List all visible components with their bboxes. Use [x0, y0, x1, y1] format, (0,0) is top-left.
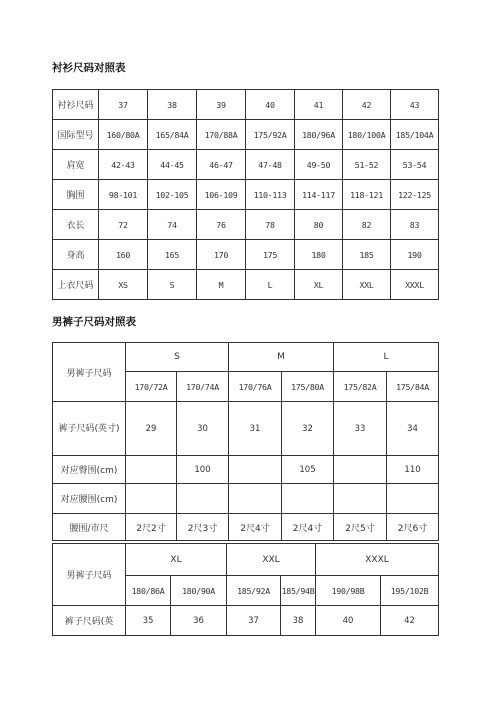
shirt-table-title: 衬衫尺码对照表 — [52, 62, 126, 74]
pants-model-cell: 175/84A — [387, 372, 439, 402]
pants-hip-value-1: 100 — [177, 456, 229, 484]
pants2-header-label: 男裤子尺码 — [53, 544, 126, 606]
shirt-row-label: 肩宽 — [53, 150, 99, 180]
shirt-cell: 82 — [343, 210, 391, 240]
pants-waist-cm-label: 对应腰围(cm) — [53, 484, 126, 514]
shirt-cell: 42 — [343, 90, 391, 120]
shirt-cell: XL — [295, 270, 343, 300]
shirt-cell: 110-113 — [246, 180, 295, 210]
pants-inch-cell: 34 — [387, 402, 439, 456]
shirt-cell: 47-48 — [246, 150, 295, 180]
pants2-inch-cell: 40 — [316, 606, 381, 636]
shirt-cell: 44-45 — [148, 150, 197, 180]
shirt-cell: 180/96A — [295, 120, 343, 150]
pants2-inch-label: 裤子尺码(英 — [53, 606, 126, 636]
shirt-cell: 37 — [99, 90, 148, 120]
shirt-cell: 165 — [148, 240, 197, 270]
pants-group-l: L — [334, 343, 439, 372]
pants2-model-cell: 195/102B — [381, 576, 439, 606]
shirt-cell: 80 — [295, 210, 343, 240]
shirt-row-label: 胸围 — [53, 180, 99, 210]
pants-model-cell: 175/80A — [282, 372, 334, 402]
pants-waist-cm-cell — [334, 484, 387, 514]
pants-inch-cell: 29 — [126, 402, 177, 456]
shirt-cell: 102-105 — [148, 180, 197, 210]
shirt-row-label: 上衣尺码 — [53, 270, 99, 300]
shirt-cell: 160 — [99, 240, 148, 270]
pants-size-table-1 — [52, 342, 439, 541]
pants-waist-cm-cell — [387, 484, 439, 514]
pants-hip-value-3: 110 — [387, 456, 439, 484]
pants-inch-label: 裤子尺码(英寸) — [53, 402, 126, 456]
pants2-inch-cell: 36 — [171, 606, 227, 636]
pants-model-cell: 170/74A — [177, 372, 229, 402]
shirt-cell: 42-43 — [99, 150, 148, 180]
pants-inch-cell: 30 — [177, 402, 229, 456]
shirt-cell: 185 — [343, 240, 391, 270]
shirt-cell: 165/84A — [148, 120, 197, 150]
shirt-cell: 76 — [197, 210, 246, 240]
shirt-cell: 74 — [148, 210, 197, 240]
pants-model-cell: 170/76A — [229, 372, 282, 402]
shirt-cell: 160/80A — [99, 120, 148, 150]
shirt-cell: 78 — [246, 210, 295, 240]
pants-table-title: 男裤子尺码对照表 — [52, 316, 136, 328]
shirt-size-table — [52, 89, 439, 300]
pants2-group-xl: XL — [126, 544, 227, 576]
pants-shichi-cell: 2尺6寸 — [387, 514, 439, 541]
pants-inch-cell: 31 — [229, 402, 282, 456]
shirt-cell: 41 — [295, 90, 343, 120]
shirt-cell: 46-47 — [197, 150, 246, 180]
shirt-cell: 83 — [391, 210, 439, 240]
pants2-inch-cell: 38 — [281, 606, 316, 636]
pants-shichi-cell: 2尺5寸 — [334, 514, 387, 541]
pants-shichi-cell: 2尺4寸 — [229, 514, 282, 541]
pants-shichi-cell: 2尺3寸 — [177, 514, 229, 541]
pants-waist-cm-cell — [177, 484, 229, 514]
pants-inch-cell: 32 — [282, 402, 334, 456]
shirt-cell: 39 — [197, 90, 246, 120]
pants2-inch-cell: 42 — [381, 606, 439, 636]
shirt-cell: L — [246, 270, 295, 300]
shirt-row-label: 身高 — [53, 240, 99, 270]
pants-model-cell: 170/72A — [126, 372, 177, 402]
pants-shichi-label: 腰围/市尺 — [53, 514, 126, 541]
shirt-cell: 40 — [246, 90, 295, 120]
shirt-cell: 180 — [295, 240, 343, 270]
pants2-group-xxl: XXL — [227, 544, 316, 576]
pants-hip-empty-3 — [334, 456, 387, 484]
pants2-inch-cell: 35 — [126, 606, 171, 636]
shirt-row-label: 衣长 — [53, 210, 99, 240]
pants2-group-xxxl: XXXL — [316, 544, 439, 576]
pants-shichi-cell: 2尺2寸 — [126, 514, 177, 541]
pants-shichi-cell: 2尺4寸 — [282, 514, 334, 541]
pants-header-label: 男裤子尺码 — [53, 343, 126, 402]
pants-waist-cm-cell — [229, 484, 282, 514]
pants2-model-cell: 180/90A — [171, 576, 227, 606]
shirt-cell: 170 — [197, 240, 246, 270]
shirt-cell: 53-54 — [391, 150, 439, 180]
pants-hip-label: 对应臀围(cm) — [53, 456, 126, 484]
shirt-cell: 180/100A — [343, 120, 391, 150]
shirt-cell: S — [148, 270, 197, 300]
shirt-cell: 190 — [391, 240, 439, 270]
shirt-cell: 114-117 — [295, 180, 343, 210]
shirt-cell: 185/104A — [391, 120, 439, 150]
shirt-cell: M — [197, 270, 246, 300]
pants-group-s: S — [126, 343, 229, 372]
shirt-cell: 170/88A — [197, 120, 246, 150]
shirt-cell: XXL — [343, 270, 391, 300]
shirt-cell: 122-125 — [391, 180, 439, 210]
pants-model-cell: 175/82A — [334, 372, 387, 402]
shirt-row-label: 国际型号 — [53, 120, 99, 150]
pants-hip-empty-2 — [229, 456, 282, 484]
pants-hip-value-2: 105 — [282, 456, 334, 484]
shirt-cell: 49-50 — [295, 150, 343, 180]
pants2-model-cell: 180/86A — [126, 576, 171, 606]
pants-inch-cell: 33 — [334, 402, 387, 456]
shirt-cell: 175/92A — [246, 120, 295, 150]
shirt-cell: 175 — [246, 240, 295, 270]
pants2-inch-cell: 37 — [227, 606, 281, 636]
shirt-cell: 51-52 — [343, 150, 391, 180]
shirt-cell: XXXL — [391, 270, 439, 300]
shirt-cell: 118-121 — [343, 180, 391, 210]
pants-hip-empty-1 — [126, 456, 177, 484]
pants2-model-cell: 190/98B — [316, 576, 381, 606]
shirt-row-label: 衬衫尺码 — [53, 90, 99, 120]
shirt-cell: XS — [99, 270, 148, 300]
shirt-cell: 43 — [391, 90, 439, 120]
pants-waist-cm-cell — [126, 484, 177, 514]
shirt-cell: 106-109 — [197, 180, 246, 210]
pants2-model-cell: 185/92A — [227, 576, 281, 606]
pants2-model-cell: 185/94B — [281, 576, 316, 606]
pants-size-table-2 — [52, 543, 439, 636]
pants-waist-cm-cell — [282, 484, 334, 514]
shirt-cell: 38 — [148, 90, 197, 120]
shirt-cell: 98-101 — [99, 180, 148, 210]
pants-group-m: M — [229, 343, 334, 372]
shirt-cell: 72 — [99, 210, 148, 240]
